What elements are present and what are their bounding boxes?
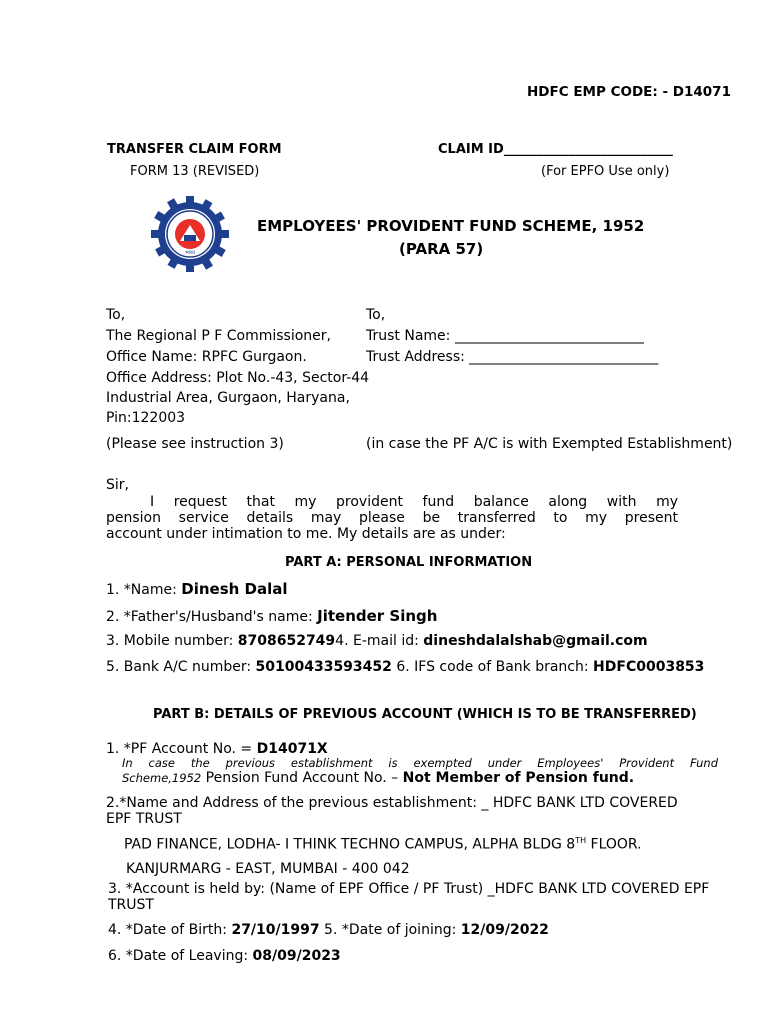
establishment-address-line2: KANJURMARG - EAST, MUMBAI - 400 042: [126, 861, 410, 877]
dob-label: 4. *Date of Birth:: [108, 922, 232, 938]
email-value: dineshdalalshab@gmail.com: [423, 633, 648, 649]
father-label: 2. *Father's/Husband's name:: [106, 609, 318, 625]
address-left-note: (Please see instruction 3): [106, 436, 284, 452]
part-b-title: PART B: DETAILS OF PREVIOUS ACCOUNT (WHICH IS TO BE TRANSFERRED): [153, 707, 697, 722]
letter-line2: pension service details may please be transferred to my present: [106, 510, 678, 526]
held-by-line1: 3. *Account is held by: (Name of EPF Office / PF Trust) _HDFC BANK LTD COVERED EPF: [108, 881, 710, 897]
address-right-to: To,: [366, 307, 386, 323]
pension-label: Pension Fund Account No. –: [201, 770, 403, 786]
pf-account-value: D14071X: [256, 741, 328, 757]
epfo-use-note: (For EPFO Use only): [541, 164, 670, 179]
epfo-logo: [150, 195, 230, 273]
mobile-value: 8708652749: [237, 633, 336, 649]
name-label: 1. *Name:: [106, 582, 182, 598]
father-row: [106, 607, 437, 625]
address-left-to: To,: [106, 307, 126, 323]
claim-id: CLAIM ID__________________________: [438, 142, 673, 157]
letter-line1: I request that my provident fund balance along with my: [150, 494, 678, 510]
address-left-line3: Office Address: Plot No.-43, Sector-44: [106, 370, 370, 386]
exempt-line1: In case the previous establishment is exempted under Employees' Provident Fund: [122, 756, 718, 770]
establishment-address-line1: [124, 836, 642, 853]
address-left-line2: Office Name: RPFC Gurgaon.: [106, 349, 307, 365]
mobile-label: 3. Mobile number:: [106, 633, 238, 649]
trust-name: Trust Name: ___________________________: [366, 328, 644, 344]
establishment-line1: 2.*Name and Address of the previous establishment: _ HDFC BANK LTD COVERED: [106, 795, 678, 811]
dob-value: 27/10/1997: [231, 922, 320, 938]
letter-line3: account under intimation to me. My details are as under:: [106, 526, 506, 542]
address-right-note: (in case the PF A/C is with Exempted Establishment): [366, 436, 733, 452]
trust-address: Trust Address: ___________________________: [366, 349, 659, 365]
dol-value: 08/09/2023: [252, 948, 341, 964]
emp-code: HDFC EMP CODE: - D14071: [527, 84, 731, 100]
part-a-title: PART A: PERSONAL INFORMATION: [285, 555, 533, 570]
address-left-line5: Pin:122003: [106, 410, 186, 426]
bank-label: 5. Bank A/C number:: [106, 659, 256, 675]
name-value: Dinesh Dalal: [181, 580, 288, 598]
establishment-line2: EPF TRUST: [106, 811, 182, 827]
address-sup: TH: [575, 836, 587, 845]
form-subtitle: FORM 13 (REVISED): [130, 164, 260, 179]
dates-row: [108, 922, 549, 938]
pension-value: Not Member of Pension fund.: [402, 770, 635, 786]
scheme-title: EMPLOYEES' PROVIDENT FUND SCHEME, 1952: [257, 217, 645, 235]
leaving-row: [108, 948, 341, 964]
address-text: PAD FINANCE, LODHA- I THINK TECHNO CAMPUS, ALPHA BLDG 8: [124, 836, 576, 853]
exempt-line2: Scheme,1952: [122, 771, 202, 785]
pf-account-row: [106, 741, 328, 757]
doj-label: 5. *Date of joining:: [319, 922, 461, 938]
form-title: TRANSFER CLAIM FORM: [107, 142, 282, 157]
salutation: Sir,: [106, 477, 129, 493]
ifsc-value: HDFC0003853: [593, 659, 705, 675]
bank-value: 50100433593452: [255, 659, 392, 675]
logo-emblem-text: भारत: [185, 250, 195, 256]
name-row: [106, 580, 288, 598]
address-left-line1: The Regional P F Commissioner,: [106, 328, 331, 344]
held-by-line2: TRUST: [108, 897, 154, 913]
address-left-line4: Industrial Area, Gurgaon, Haryana,: [106, 390, 350, 406]
father-value: Jitender Singh: [317, 607, 438, 625]
para-label: (PARA 57): [399, 240, 484, 258]
bank-row: [106, 659, 704, 675]
doj-value: 12/09/2022: [460, 922, 549, 938]
mobile-email-row: [106, 633, 648, 649]
ifsc-label: 6. IFS code of Bank branch:: [391, 659, 594, 675]
email-label: 4. E-mail id:: [335, 633, 424, 649]
pf-account-label: 1. *PF Account No. =: [106, 741, 257, 757]
address-text-end: FLOOR.: [586, 836, 642, 853]
pension-row: [122, 770, 634, 786]
dol-label: 6. *Date of Leaving:: [108, 948, 253, 964]
